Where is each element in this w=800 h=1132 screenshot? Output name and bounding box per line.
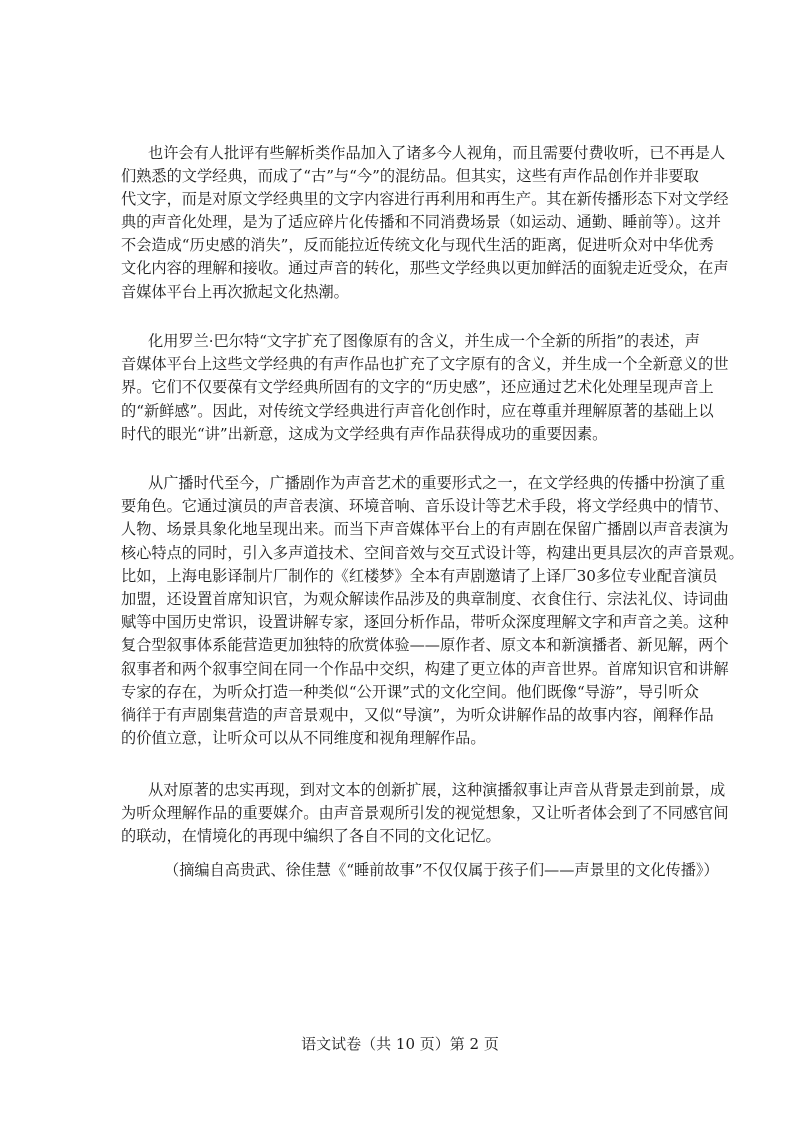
text-line: 加盟，还设置首席知识官，为观众解读作品涉及的典章制度、衣食住行、宗法礼仪、诗词曲	[121, 590, 729, 608]
text-line: 的联动，在情境化的再现中编织了各自不同的文化记忆。	[121, 827, 501, 845]
text-line: 要角色。它通过演员的声音表演、环境音响、音乐设计等艺术手段，将文学经典中的情节、	[121, 497, 729, 515]
text-line: 音媒体平台上再次掀起文化热潮。	[121, 283, 349, 301]
text-line: 也许会有人批评有些解析类作品加入了诸多今人视角，而且需要付费收听，已不再是人	[148, 144, 726, 162]
page-footer: 语文试卷（共 10 页）第 2 页	[301, 1035, 499, 1053]
text-line: 赋等中国历史常识，设置讲解专家，逐回分析作品，带听众深度理解文字和声音之美。这种	[121, 613, 729, 631]
text-line: 人物、场景具象化地呈现出来。而当下声音媒体平台上的有声剧在保留广播剧以声音表演为	[121, 520, 729, 538]
text-line: 核心特点的同时，引入多声道技术、空间音效与交互式设计等，构建出更具层次的声音景观。	[121, 544, 744, 562]
text-line: 叙事者和两个叙事空间在同一个作品中交织，构建了更立体的声音世界。首席知识官和讲解	[121, 660, 729, 678]
text-line: 为听众理解作品的重要媒介。由声音景观所引发的视觉想象，又让听者体会到了不同感官间	[121, 804, 729, 822]
text-line: 从对原著的忠实再现，到对文本的创新扩展，这种演播叙事让声音从背景走到前景，成	[148, 781, 726, 799]
text-line: 的价值立意，让听众可以从不同维度和视角理解作品。	[121, 729, 486, 747]
text-line: 复合型叙事体系能营造更加独特的欣赏体验——原作者、原文本和新演播者、新见解，两个	[121, 636, 729, 654]
text-line: 比如，上海电影译制片厂制作的《红楼梦》全本有声剧邀请了上译厂30多位专业配音演员	[121, 567, 718, 585]
text-line: 音媒体平台上这些文学经典的有声作品也扩充了文字原有的含义，并生成一个全新意义的世	[121, 355, 729, 373]
text-line: 文化内容的理解和接收。通过声音的转化，那些文学经典以更加鲜活的面貌走近受众，在声	[121, 259, 729, 277]
text-line: 典的声音化处理，是为了适应碎片化传播和不同消费场景（如运动、通勤、睡前等）。这并	[121, 213, 721, 231]
text-line: 代文字，而是对原文学经典里的文字内容进行再利用和再生产。其在新传播形态下对文学经	[121, 190, 729, 208]
text-line: 时代的眼光“讲”出新意，这成为文学经典有声作品获得成功的重要因素。	[121, 425, 608, 443]
text-line: 们熟悉的文学经典，而成了“古”与“今”的混纺品。但其实，这些有声作品创作并非要取	[121, 167, 699, 185]
text-line: 从广播时代至今，广播剧作为声音艺术的重要形式之一，在文学经典的传播中扮演了重	[148, 474, 726, 492]
text-line: 不会造成“历史感的消失”，反而能拉近传统文化与现代生活的距离，促进听众对中华优秀	[121, 236, 714, 254]
text-line: 化用罗兰·巴尔特“文字扩充了图像原有的含义，并生成一个全新的所指”的表述，声	[148, 332, 700, 350]
text-line: 徜徉于有声剧集营造的声音景观中，又似“导演”，为听众讲解作品的故事内容，阐释作品	[121, 706, 714, 724]
text-line: 界。它们不仅要葆有文学经典所固有的文字的“历史感”，还应通过艺术化处理呈现声音上	[121, 378, 714, 396]
text-line: （摘编自高贵武、徐佳慧《“睡前故事”不仅仅属于孩子们——声景里的文化传播》）	[164, 861, 719, 879]
text-line: 专家的存在，为听众打造一种类似“公开课”式的文化空间。他们既像“导游”，导引听众	[121, 683, 699, 701]
text-line: 的“新鲜感”。因此，对传统文学经典进行声音化创作时，应在尊重并理解原著的基础上以	[121, 402, 714, 420]
